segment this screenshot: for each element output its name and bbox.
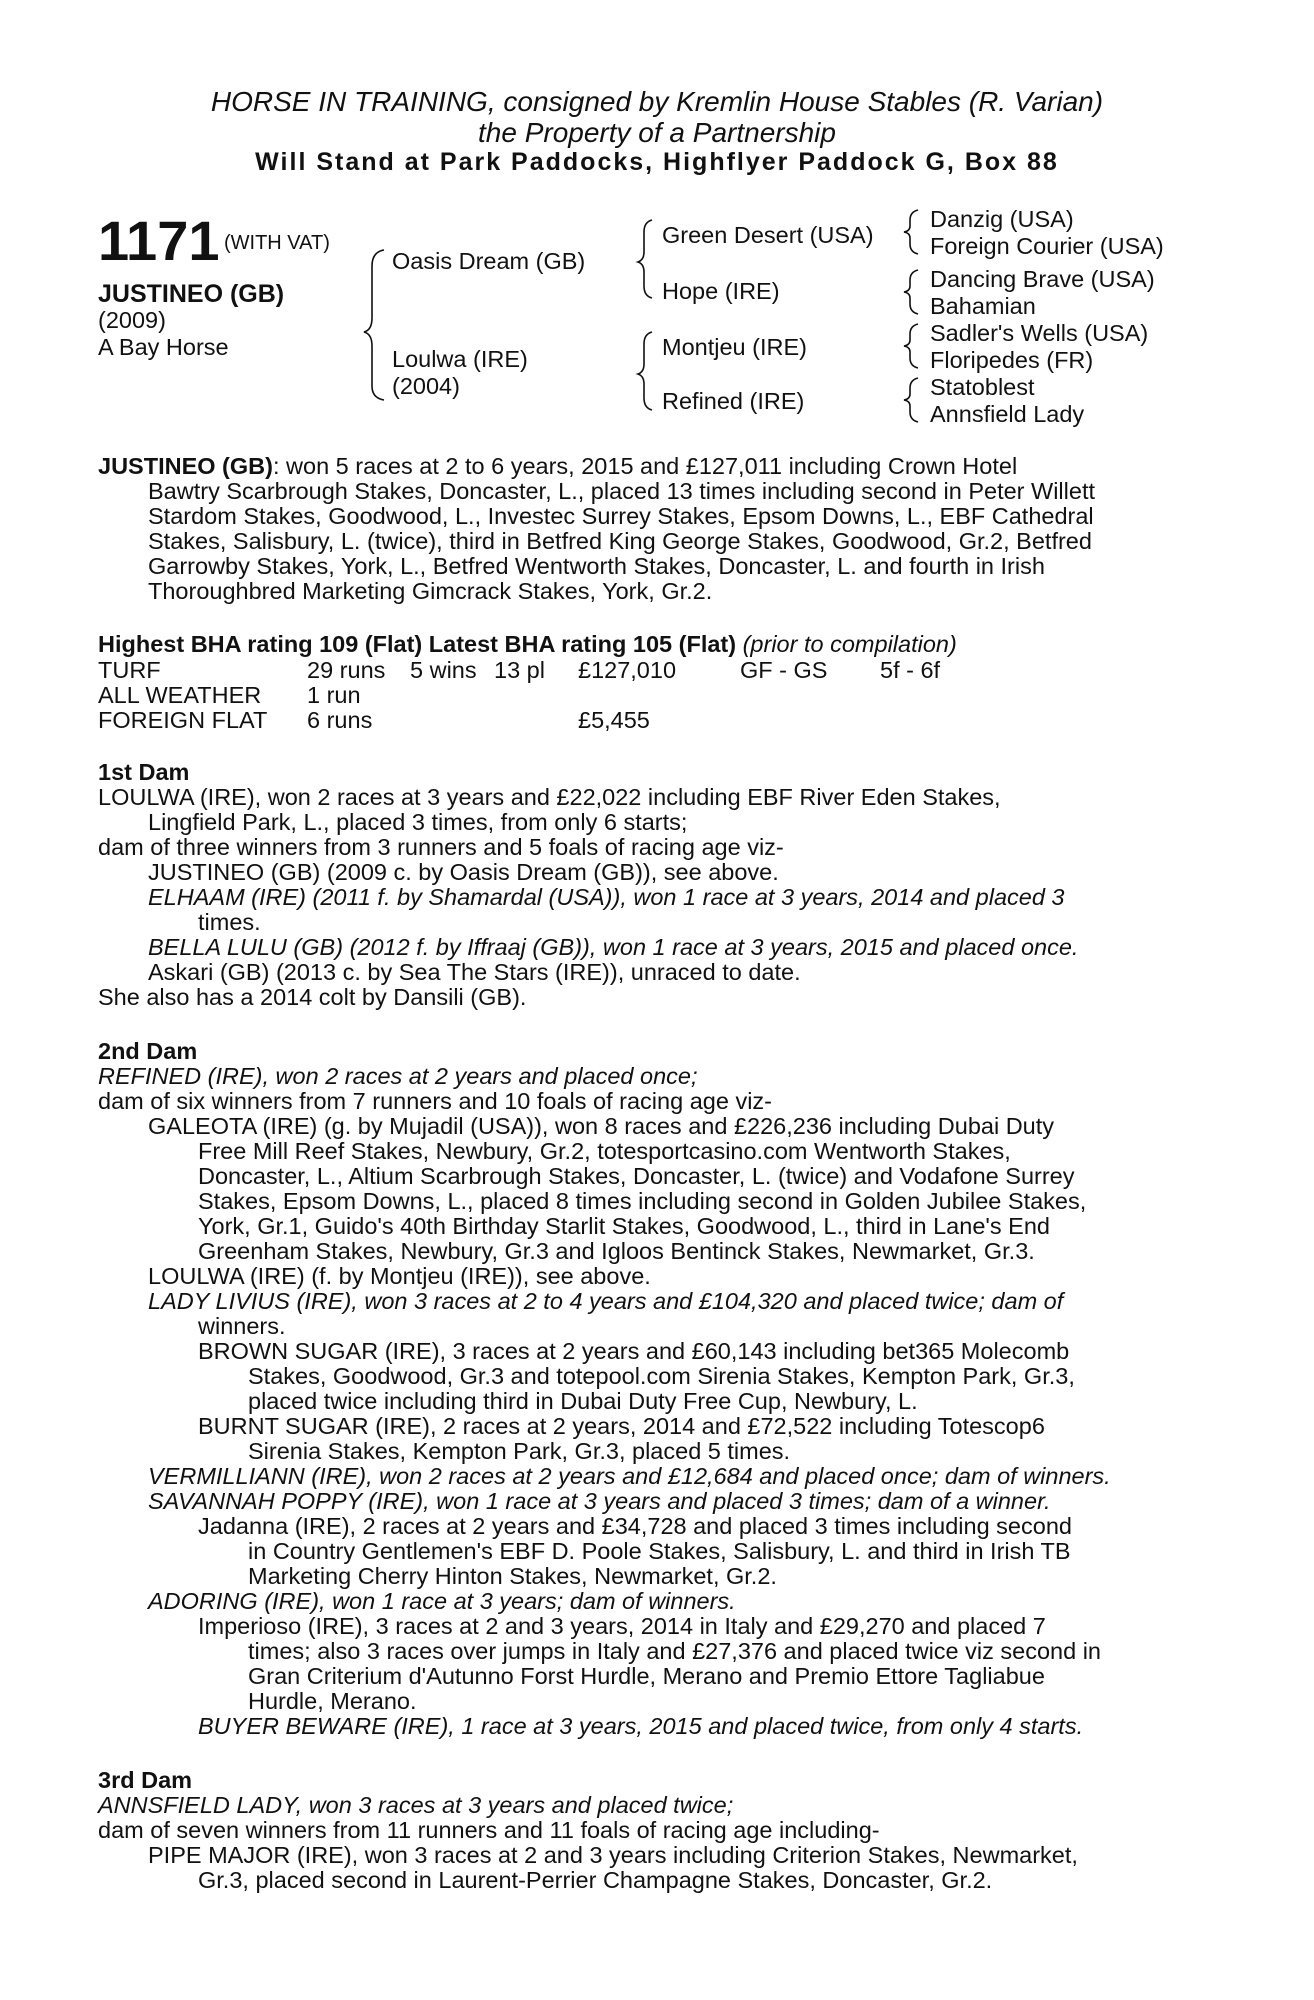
dam3-line-1: ANNSFIELD LADY, won 3 races at 3 years and placed twice;: [98, 1792, 734, 1818]
lot-number: 1171: [98, 209, 220, 272]
dam2-line-9: LOULWA (IRE) (f. by Montjeu (IRE)), see above.: [148, 1263, 651, 1289]
dam1-heading: 1st Dam: [98, 759, 190, 785]
ratings-row-turf-going: GF - GS: [740, 657, 828, 683]
ratings-row-foreign-earnings: £5,455: [578, 707, 650, 733]
ratings-row-aw-surface: ALL WEATHER: [98, 682, 262, 708]
pedigree-brackets: [0, 0, 1314, 440]
ratings-row-foreign-runs: 6 runs: [307, 707, 373, 733]
dam2-line-20: in Country Gentlemen's EBF D. Poole Stakes, Salisbury, L. and third in Irish TB: [248, 1538, 1071, 1564]
ratings-row-turf-wins: 5 wins: [410, 657, 477, 683]
dam2-line-25: Gran Criterium d'Autunno Forst Hurdle, Merano and Premio Ettore Tagliabue: [248, 1663, 1045, 1689]
dam2-line-10: LADY LIVIUS (IRE), won 3 races at 2 to 4 years and £104,320 and placed twice; dam of: [148, 1288, 1064, 1314]
summary-line-5: Garrowby Stakes, York, L., Betfred Wentworth Stakes, Doncaster, L. and fourth in Irish: [148, 553, 1045, 579]
dam1-line-2: Lingfield Park, L., placed 3 times, from only 6 starts;: [148, 809, 688, 835]
dam3-heading: 3rd Dam: [98, 1767, 193, 1793]
dam2-line-4: Free Mill Reef Stakes, Newbury, Gr.2, totesportcasino.com Wentworth Stakes,: [198, 1138, 1011, 1164]
dam2-line-23: Imperioso (IRE), 3 races at 2 and 3 years, 2014 in Italy and £29,270 and placed 7: [198, 1613, 1046, 1639]
dam1-line-4: JUSTINEO (GB) (2009 c. by Oasis Dream (GB)), see above.: [148, 859, 779, 885]
header-consignor: HORSE IN TRAINING, consigned by Kremlin House Stables (R. Varian): [210, 86, 1104, 117]
pedigree-sire-dam: Hope (IRE): [662, 278, 780, 304]
dam2-line-2: dam of six winners from 7 runners and 10 foals of racing age viz-: [98, 1088, 772, 1114]
pedigree-g3-1: Danzig (USA): [930, 206, 1074, 232]
dam2-line-11: winners.: [198, 1313, 286, 1339]
pedigree-g3-8: Annsfield Lady: [930, 401, 1085, 427]
dam2-line-18: SAVANNAH POPPY (IRE), won 1 race at 3 years and placed 3 times; dam of a winner.: [148, 1488, 1051, 1514]
dam2-line-5: Doncaster, L., Altium Scarbrough Stakes, Doncaster, L. (twice) and Vodafone Surrey: [198, 1163, 1075, 1189]
pedigree-dam-sire: Montjeu (IRE): [662, 334, 807, 360]
ratings-row-turf-earnings: £127,010: [578, 657, 677, 683]
ratings-row-foreign-surface: FOREIGN FLAT: [98, 707, 268, 733]
pedigree-g3-3: Dancing Brave (USA): [930, 266, 1155, 292]
horse-description: A Bay Horse: [98, 334, 229, 360]
summary-line-4: Stakes, Salisbury, L. (twice), third in Betfred King George Stakes, Goodwood, Gr.2, Betfred: [148, 528, 1092, 554]
dam1-line-3: dam of three winners from 3 runners and 5 foals of racing age viz-: [98, 834, 784, 860]
dam3-line-2: dam of seven winners from 11 runners and 11 foals of racing age including-: [98, 1817, 880, 1843]
ratings-row-turf-runs: 29 runs: [307, 657, 386, 683]
dam2-line-1: REFINED (IRE), won 2 races at 2 years and placed once;: [98, 1063, 698, 1089]
horse-name: JUSTINEO (GB): [98, 280, 285, 308]
pedigree-g3-5: Sadler's Wells (USA): [930, 320, 1149, 346]
pedigree-g3-2: Foreign Courier (USA): [930, 233, 1164, 259]
summary-line-6: Thoroughbred Marketing Gimcrack Stakes, York, Gr.2.: [148, 578, 713, 604]
summary-horse-name: JUSTINEO (GB): [98, 453, 273, 479]
pedigree-dam-year: (2004): [392, 373, 460, 399]
dam2-line-24: times; also 3 races over jumps in Italy and £27,376 and placed twice viz second in: [248, 1638, 1101, 1664]
dam2-line-27: BUYER BEWARE (IRE), 1 race at 3 years, 2015 and placed twice, from only 4 starts.: [198, 1713, 1084, 1739]
dam1-line-1: LOULWA (IRE), won 2 races at 3 years and £22,022 including EBF River Eden Stakes,: [98, 784, 1001, 810]
dam1-line-7: BELLA LULU (GB) (2012 f. by Iffraaj (GB)), won 1 race at 3 years, 2015 and placed once.: [148, 934, 1079, 960]
dam2-line-6: Stakes, Epsom Downs, L., placed 8 times including second in Golden Jubilee Stakes,: [198, 1188, 1087, 1214]
dam2-line-13: Stakes, Goodwood, Gr.3 and totepool.com Sirenia Stakes, Kempton Park, Gr.3,: [248, 1363, 1075, 1389]
dam2-line-14: placed twice including third in Dubai Duty Free Cup, Newbury, L.: [248, 1388, 918, 1414]
dam2-line-16: Sirenia Stakes, Kempton Park, Gr.3, placed 5 times.: [248, 1438, 791, 1464]
ratings-title: Highest BHA rating 109 (Flat) Latest BHA rating 105 (Flat) (prior to compilation): [98, 631, 957, 657]
horse-year: (2009): [98, 307, 166, 333]
dam2-line-8: Greenham Stakes, Newbury, Gr.3 and Igloos Bentinck Stakes, Newmarket, Gr.3.: [198, 1238, 1035, 1264]
dam1-line-6: times.: [198, 909, 261, 935]
ratings-row-turf-distance: 5f - 6f: [880, 657, 941, 683]
summary-line-3: Stardom Stakes, Goodwood, L., Investec Surrey Stakes, Epsom Downs, L., EBF Cathedral: [148, 503, 1094, 529]
dam2-heading: 2nd Dam: [98, 1038, 198, 1064]
dam2-line-15: BURNT SUGAR (IRE), 2 races at 2 years, 2014 and £72,522 including Totescop6: [198, 1413, 1045, 1439]
lot-vat: (WITH VAT): [224, 232, 330, 254]
pedigree-g3-4: Bahamian: [930, 293, 1036, 319]
pedigree-g3-7: Statoblest: [930, 374, 1035, 400]
dam3-line-4: Gr.3, placed second in Laurent-Perrier Champagne Stakes, Doncaster, Gr.2.: [198, 1867, 993, 1893]
dam1-line-5: ELHAAM (IRE) (2011 f. by Shamardal (USA)), won 1 race at 3 years, 2014 and placed 3: [148, 884, 1065, 910]
dam2-line-21: Marketing Cherry Hinton Stakes, Newmarket, Gr.2.: [248, 1563, 777, 1589]
ratings-row-turf-placed: 13 pl: [494, 657, 545, 683]
summary-line-1: JUSTINEO (GB): won 5 races at 2 to 6 years, 2015 and £127,011 including Crown Hotel: [98, 453, 1018, 479]
pedigree-g3-6: Floripedes (FR): [930, 347, 1094, 373]
header-owner: the Property of a Partnership: [478, 117, 836, 148]
ratings-row-aw-runs: 1 run: [307, 682, 361, 708]
pedigree-sire-sire: Green Desert (USA): [662, 222, 874, 248]
dam1-line-9: She also has a 2014 colt by Dansili (GB).: [98, 984, 527, 1010]
ratings-row-turf-surface: TURF: [98, 657, 161, 683]
header-location: Will Stand at Park Paddocks, Highflyer Paddock G, Box 88: [255, 148, 1059, 176]
dam2-line-12: BROWN SUGAR (IRE), 3 races at 2 years and £60,143 including bet365 Molecomb: [198, 1338, 1070, 1364]
dam2-line-22: ADORING (IRE), won 1 race at 3 years; dam of winners.: [148, 1588, 736, 1614]
pedigree-dam-dam: Refined (IRE): [662, 388, 805, 414]
dam2-line-7: York, Gr.1, Guido's 40th Birthday Starlit Stakes, Goodwood, L., third in Lane's End: [198, 1213, 1050, 1239]
ratings-note: (prior to compilation): [742, 631, 957, 657]
summary-line-2: Bawtry Scarbrough Stakes, Doncaster, L., placed 13 times including second in Peter Willett: [148, 478, 1095, 504]
dam2-line-19: Jadanna (IRE), 2 races at 2 years and £34,728 and placed 3 times including second: [198, 1513, 1072, 1539]
dam2-line-26: Hurdle, Merano.: [248, 1688, 417, 1714]
dam2-line-3: GALEOTA (IRE) (g. by Mujadil (USA)), won 8 races and £226,236 including Dubai Duty: [148, 1113, 1055, 1139]
dam2-line-17: VERMILLIANN (IRE), won 2 races at 2 years and £12,684 and placed once; dam of winners.: [148, 1463, 1111, 1489]
pedigree-sire: Oasis Dream (GB): [392, 248, 586, 274]
dam3-line-3: PIPE MAJOR (IRE), won 3 races at 2 and 3 years including Criterion Stakes, Newmarket,: [148, 1842, 1078, 1868]
pedigree-dam: Loulwa (IRE): [392, 346, 528, 372]
dam1-line-8: Askari (GB) (2013 c. by Sea The Stars (IRE)), unraced to date.: [148, 959, 801, 985]
